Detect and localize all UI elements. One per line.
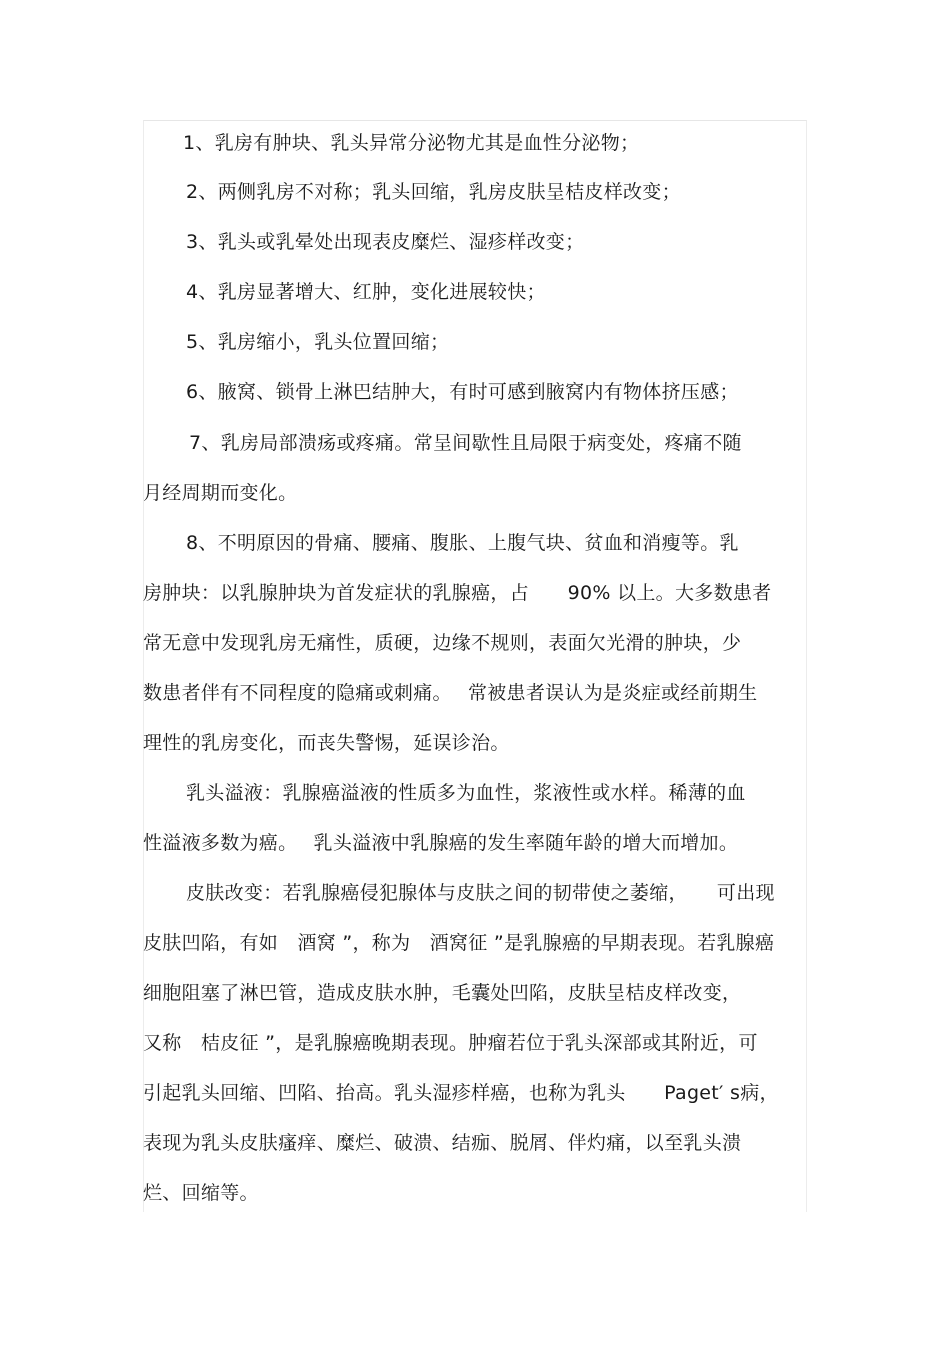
paragraph-line: 性溢液多数为癌。 乳头溢液中乳腺癌的发生率随年龄的增大而增加。	[143, 832, 739, 854]
paragraph-line: 房肿块：以乳腺肿块为首发症状的乳腺癌，占 90% 以上。大多数患者	[143, 582, 772, 604]
list-item-8: 8、不明原因的骨痛、腰痛、腹胀、上腹气块、贫血和消瘦等。乳	[186, 532, 739, 554]
list-item-5: 5、乳房缩小，乳头位置回缩；	[186, 331, 450, 353]
paragraph-line: 常无意中发现乳房无痛性，质硬，边缘不规则，表面欠光滑的肿块，少	[143, 632, 742, 654]
list-item-1: 1、乳房有肿块、乳头异常分泌物尤其是血性分泌物；	[183, 132, 640, 154]
paragraph-line: 又称 桔皮征 ”，是乳腺癌晚期表现。肿瘤若位于乳头深部或其附近，可	[143, 1032, 758, 1054]
paragraph-line: 表现为乳头皮肤瘙痒、糜烂、破溃、结痂、脱屑、伴灼痛，以至乳头溃	[143, 1132, 742, 1154]
list-item-6: 6、腋窝、锁骨上淋巴结肿大，有时可感到腋窝内有物体挤压感；	[186, 381, 739, 403]
paragraph-line: 引起乳头回缩、凹陷、抬高。乳头湿疹样癌，也称为乳头 Paget′ s病，	[143, 1082, 779, 1104]
list-item-4: 4、乳房显著增大、红肿，变化进展较快；	[186, 281, 546, 303]
paragraph-line: 理性的乳房变化，而丧失警惕，延误诊治。	[143, 732, 510, 754]
paragraph-line: 细胞阻塞了淋巴管，造成皮肤水肿，毛囊处凹陷，皮肤呈桔皮样改变，	[143, 982, 742, 1004]
paragraph-line: 数患者伴有不同程度的隐痛或刺痛。 常被患者误认为是炎症或经前期生	[143, 682, 758, 704]
list-item-7: 7、乳房局部溃疡或疼痛。常呈间歇性且局限于病变处，疼痛不随	[189, 432, 742, 454]
list-item-7-continued: 月经周期而变化。	[143, 482, 298, 504]
paragraph-skin-changes: 皮肤改变：若乳腺癌侵犯腺体与皮肤之间的韧带使之萎缩， 可出现	[186, 882, 775, 904]
list-item-3: 3、乳头或乳晕处出现表皮糜烂、湿疹样改变；	[186, 231, 585, 253]
list-item-2: 2、两侧乳房不对称；乳头回缩，乳房皮肤呈桔皮样改变；	[186, 181, 681, 203]
paragraph-line: 皮肤凹陷，有如 酒窝 ”，称为 酒窝征 ”是乳腺癌的早期表现。若乳腺癌	[143, 932, 775, 954]
paragraph-nipple-discharge: 乳头溢液：乳腺癌溢液的性质多为血性，浆液性或水样。稀薄的血	[186, 782, 746, 804]
paragraph-line: 烂、回缩等。	[143, 1182, 259, 1204]
